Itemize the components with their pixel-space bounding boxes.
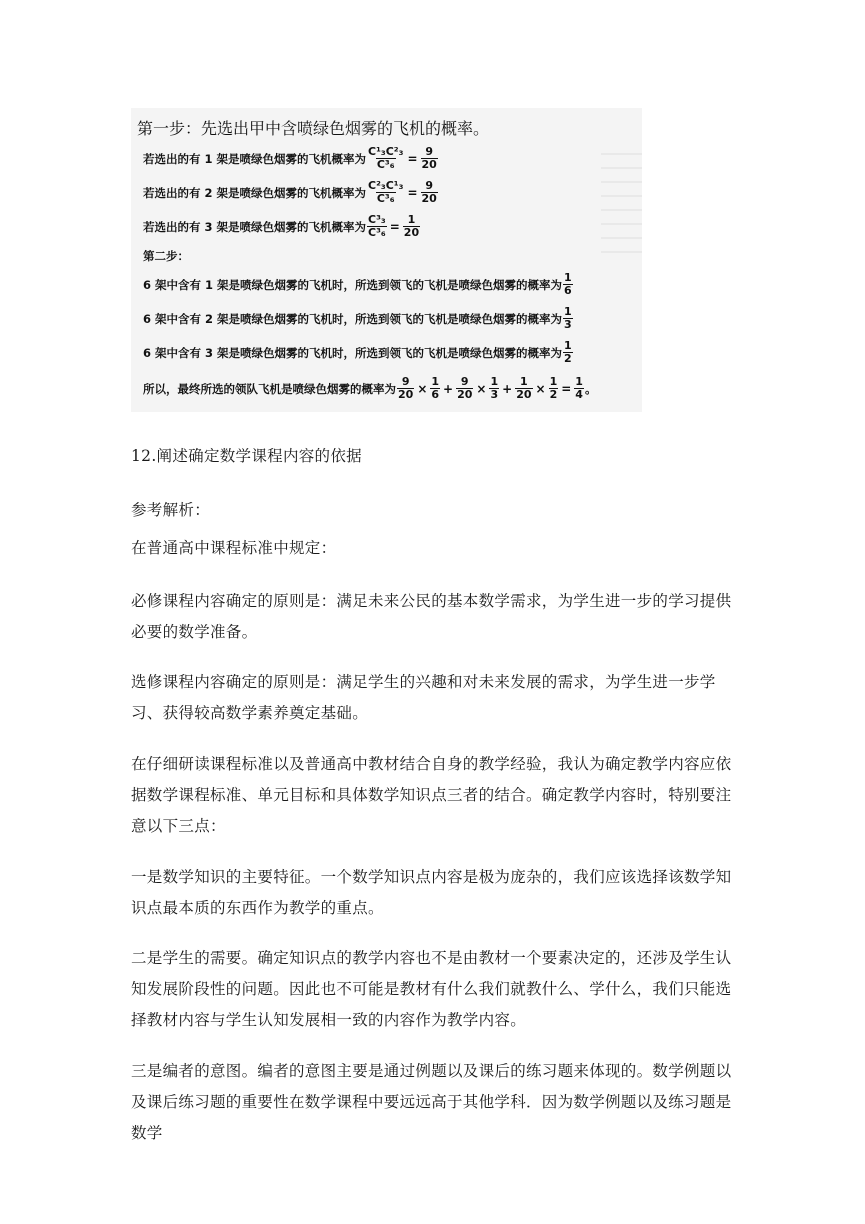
paragraph: 必修课程内容确定的原则是：满足未来公民的基本数学需求，为学生进一步的学习提供必要的数学准备。 [131,592,732,641]
step1-text: 若选出的有 1 架是喷绿色烟雾的飞机概率为 [143,151,367,166]
bleed-through-texture [601,153,642,253]
combination-fraction: $\frac{\text{C³₃}}{\text{C³₆}}$ [368,213,386,239]
probability-fraction: $\frac{1}{6}$ [564,271,572,297]
probability-fraction: $\frac{9}{20}$ [421,145,437,171]
probability-fraction: $\frac{9}{20}$ [421,179,437,205]
probability-fraction: $\frac{1}{3}$ [564,305,572,331]
operator: + [502,381,513,396]
final-text: 所以，最终所选的领队飞机是喷绿色烟雾的概率为 [143,381,396,396]
step2-line-1 [143,272,574,297]
step1-text: 若选出的有 3 架是喷绿色烟雾的飞机概率为 [143,219,367,234]
paragraph: 一是数学知识的主要特征。一个数学知识点内容是极为庞杂的，我们应该选择该数学知识点最本质的东西作为教学的重点。 [131,868,732,917]
paragraph: 在普通高中课程标准中规定： [131,539,337,557]
final-term: $\frac{1}{6}$ [431,375,440,401]
final-term: $\frac{9}{20}$ [457,375,473,401]
operator: × [476,381,487,396]
answer-label: 参考解析： [131,501,211,519]
step2-text: 6 架中含有 2 架是喷绿色烟雾的飞机时，所选到领飞的飞机是喷绿色烟雾的概率为 [143,311,563,326]
probability-fraction: $\frac{1}{2}$ [564,339,572,365]
combination-fraction: $\frac{\text{C²₃C¹₃}}{\text{C³₆}}$ [368,179,404,205]
final-term: $\frac{1}{3}$ [490,375,499,401]
step1-line-2: 若选出的有 2 架是喷绿色烟雾的飞机概率为 $\frac{\text{C²₃C¹₃}}{\text{C³₆}}$ = $\frac{9}{20}$ [143,179,437,205]
step1-text: 若选出的有 2 架是喷绿色烟雾的飞机概率为 [143,185,367,200]
operator: + [443,381,454,396]
paragraph: 选修课程内容确定的原则是：满足学生的兴趣和对未来发展的需求，为学生进一步学习、获得较高数学素养奠定基础。 [131,673,716,722]
final-term: $\frac{1}{2}$ [549,375,558,401]
step2-line-3 [143,340,574,365]
paragraph: 三是编者的意图。编者的意图主要是通过例题以及课后的练习题来体现的。数学例题以及课后练习题的重要性在数学课程中要远远高于其他学科．因为数学例题以及练习题是数学 [131,1062,732,1142]
final-end: 。 [584,381,597,396]
step1-line-3: 若选出的有 3 架是喷绿色烟雾的飞机概率为 $\frac{\text{C³₃}}{\text{C³₆}}$ = $\frac{1}{20}$ [143,213,420,239]
step2-text: 6 架中含有 1 架是喷绿色烟雾的飞机时，所选到领飞的飞机是喷绿色烟雾的概率为 [143,277,563,292]
step1-line-1: 若选出的有 1 架是喷绿色烟雾的飞机概率为 $\frac{\text{C¹₃C²₃}}{\text{C³₆}}$ = $\frac{9}{20}$ [143,145,437,171]
final-term: $\frac{1}{20}$ [516,375,532,401]
scanned-solution-image [131,108,642,412]
final-equation-line [143,376,596,401]
step2-text: 6 架中含有 3 架是喷绿色烟雾的飞机时，所选到领飞的飞机是喷绿色烟雾的概率为 [143,345,563,360]
final-term: $\frac{1}{4}$ [575,375,583,401]
final-term: $\frac{9}{20}$ [398,375,414,401]
operator: × [417,381,428,396]
paragraph: 在仔细研读课程标准以及普通高中教材结合自身的教学经验，我认为确定教学内容应依据数学课程标准、单元目标和具体数学知识点三者的结合。确定教学内容时，特别要注意以下三点： [131,755,732,835]
combination-fraction: $\frac{\text{C¹₃C²₃}}{\text{C³₆}}$ [368,145,404,171]
paragraph: 二是学生的需要。确定知识点的教学内容也不是由教材一个要素决定的，还涉及学生认知发展阶段性的问题。因此也不可能是教材有什么我们就教什么、学什么，我们只能选择教材内容与学生认知发展相一致的内容作为教学内容。 [131,949,732,1029]
operator: × [535,381,546,396]
scan-heading: 第一步：先选出甲中含喷绿色烟雾的飞机的概率。 [137,119,490,138]
step2-label: 第二步： [143,249,189,263]
step2-line-2 [143,306,574,331]
question-heading: 12.阐述确定数学课程内容的依据 [131,447,362,465]
operator: = [561,381,572,396]
probability-fraction: $\frac{1}{20}$ [403,213,420,239]
